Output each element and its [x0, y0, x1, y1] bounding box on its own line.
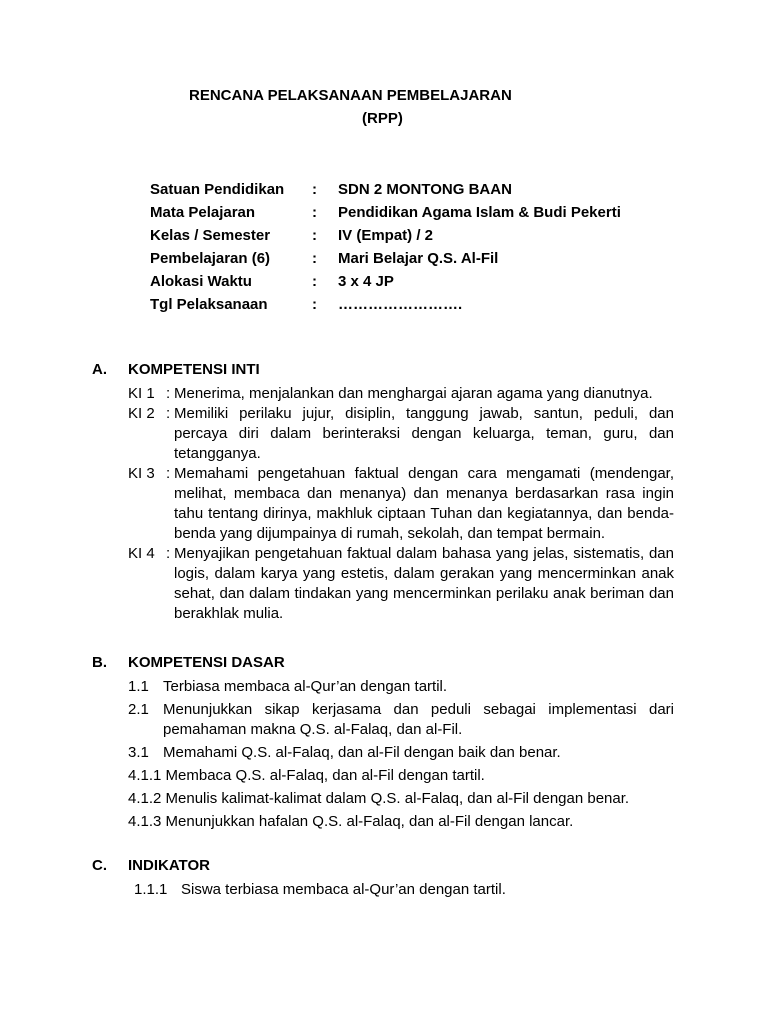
section-a-heading: KOMPETENSI INTI [128, 361, 260, 378]
identity-row [150, 295, 710, 318]
ki-label: KI 1 [128, 385, 155, 402]
ki-colon: : [166, 385, 171, 402]
identity-label: Satuan Pendidikan [150, 181, 285, 198]
identity-row [150, 272, 710, 295]
kd-number: 3.1 [128, 744, 149, 761]
kd-item [128, 700, 674, 740]
ki-colon: : [166, 545, 171, 562]
ki-text: Menyajikan pengetahuan faktual dalam bahasa yang jelas, sistematis, dan logis, dalam karya yang estetis, dalam gerakan yang mencerminkan anak sehat, dan dalam tindakan yang mencerminkan perilaku anak beriman dan berakhlak mulia. [174, 545, 674, 622]
identity-value: Pendidikan Agama Islam & Budi Pekerti [338, 204, 621, 221]
identity-table [150, 180, 710, 318]
kd-item [128, 743, 674, 763]
ki-item [128, 404, 674, 464]
ki-colon: : [166, 465, 171, 482]
identity-colon: : [312, 204, 317, 221]
ki-label: KI 3 [128, 465, 155, 482]
ki-item [128, 464, 674, 544]
kd-number: 2.1 [128, 701, 149, 718]
kd-sub-item: 4.1.1 Membaca Q.S. al-Falaq, dan al-Fil dengan tartil. [128, 767, 485, 784]
identity-colon: : [312, 296, 317, 313]
identity-colon: : [312, 250, 317, 267]
indikator-item [134, 880, 674, 900]
kd-item [128, 677, 674, 697]
identity-label: Tgl Pelaksanaan [150, 296, 268, 313]
identity-label: Pembelajaran (6) [150, 250, 271, 267]
kd-text: Memahami Q.S. al-Falaq, dan al-Fil dengan baik dan benar. [163, 744, 561, 761]
ki-text: Memiliki perilaku jujur, disiplin, tanggung jawab, santun, peduli, dan percaya diri dalam berinteraksi dengan keluarga, teman, guru, dan tetangganya. [174, 405, 674, 462]
indikator-text: Siswa terbiasa membaca al-Qur’an dengan tartil. [181, 881, 506, 898]
identity-label: Alokasi Waktu [150, 273, 252, 290]
section-b-heading: KOMPETENSI DASAR [128, 654, 285, 671]
identity-row [150, 203, 710, 226]
ki-label: KI 2 [128, 405, 155, 422]
identity-label: Mata Pelajaran [150, 204, 256, 221]
identity-row [150, 249, 710, 272]
identity-value: ……………………. [338, 296, 463, 313]
ki-item [128, 544, 674, 624]
identity-value: Mari Belajar Q.S. Al-Fil [338, 250, 499, 267]
section-a-letter: A. [92, 361, 107, 378]
identity-label: Kelas / Semester [150, 227, 271, 244]
section-c-letter: C. [92, 857, 107, 874]
identity-row [150, 226, 710, 249]
identity-colon: : [312, 181, 317, 198]
identity-colon: : [312, 273, 317, 290]
identity-colon: : [312, 227, 317, 244]
identity-row [150, 180, 710, 203]
identity-value: IV (Empat) / 2 [338, 227, 434, 244]
kd-number: 1.1 [128, 678, 149, 695]
ki-text: Memahami pengetahuan faktual dengan cara mengamati (mendengar, melihat, membaca dan menanya) dan menanya berdasarkan rasa ingin tahu tentang dirinya, makhluk ciptaan Tuhan dan kegiatannya, dan benda-benda yang dijumpainya di rumah, sekolah, dan tempat bermain. [174, 465, 674, 542]
kompetensi-dasar-list [128, 677, 674, 835]
indikator-list [134, 880, 674, 900]
kd-sub-item: 4.1.2 Menulis kalimat-kalimat dalam Q.S. al-Falaq, dan al-Fil dengan benar. [128, 790, 630, 807]
ki-colon: : [166, 405, 171, 422]
document-title: RENCANA PELAKSANAAN PEMBELAJARAN [189, 87, 512, 104]
kd-text: Menunjukkan sikap kerjasama dan peduli sebagai implementasi dari pemahaman makna Q.S. al-Falaq, dan al-Fil. [163, 701, 674, 738]
document-subtitle: (RPP) [362, 110, 403, 127]
indikator-number: 1.1.1 [134, 881, 168, 898]
ki-label: KI 4 [128, 545, 155, 562]
kd-sub-item: 4.1.3 Menunjukkan hafalan Q.S. al-Falaq, dan al-Fil dengan lancar. [128, 813, 574, 830]
section-b-letter: B. [92, 654, 107, 671]
identity-value: 3 x 4 JP [338, 273, 394, 290]
kompetensi-inti-list [128, 384, 674, 624]
ki-text: Menerima, menjalankan dan menghargai ajaran agama yang dianutnya. [174, 385, 653, 402]
kd-text: Terbiasa membaca al-Qur’an dengan tartil. [163, 678, 448, 695]
identity-value: SDN 2 MONTONG BAAN [338, 181, 512, 198]
section-c-heading: INDIKATOR [128, 857, 210, 874]
ki-item [128, 384, 674, 404]
